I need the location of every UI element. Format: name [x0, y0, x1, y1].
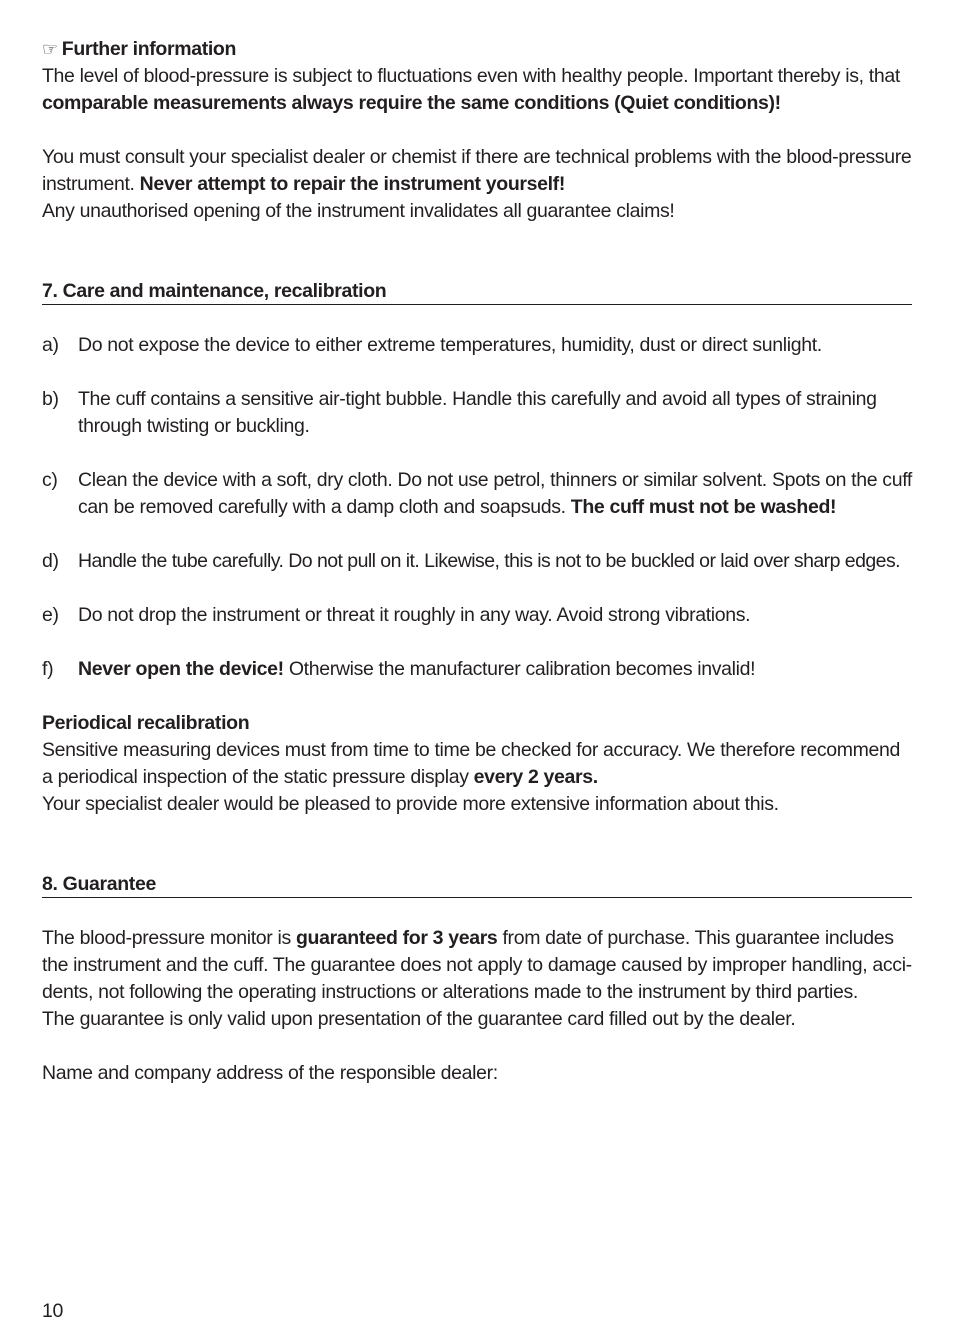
page-number: 10: [42, 1300, 63, 1322]
list-text: Do not expose the device to either extreme temperatures, humidity, dust or direct sunlight.: [78, 334, 822, 356]
bold-run: comparable measurements always require the same conditions (Quiet conditions)!: [42, 92, 781, 114]
guarantee-paragraph: [42, 925, 912, 1033]
list-text: Do not drop the instrument or threat it roughly in any way. Avoid strong vibrations.: [78, 604, 751, 626]
text-run: You must consult your specialist dealer or chemist if there are technical problems with the blood-pressure instrument.: [42, 146, 912, 195]
section-8-heading: 8. Guarantee: [42, 871, 912, 898]
text-run: from date of purchase. This guarantee includes the instrument and the cuff. The guarantee does not apply to damage caused by improper handling, acci-dents, not following the operating instructions or alterations made to the instrument by third parties.: [42, 927, 912, 1003]
bold-run: guaranteed for 3 years: [295, 927, 498, 949]
list-label: a): [42, 334, 59, 356]
bold-run: Never open the device!: [78, 658, 284, 680]
list-label: e): [42, 604, 59, 626]
text-run: The guarantee is only valid upon presentation of the guarantee card filled out by the dealer.: [42, 1008, 796, 1030]
further-info-title: Further information: [61, 38, 237, 60]
list-text: The cuff contains a sensitive air-tight bubble. Handle this carefully and avoid all types of straining through twisting or buckling.: [78, 388, 877, 437]
further-info-paragraph-2: [42, 144, 912, 225]
dealer-address-label: Name and company address of the responsible dealer:: [42, 1062, 498, 1084]
care-item-d: [42, 548, 912, 575]
recalibration-heading: Periodical recalibration: [42, 712, 250, 734]
text-run: Your specialist dealer would be pleased to provide more extensive information about this.: [42, 793, 779, 815]
text-run: Sensitive measuring devices must from time to time be checked for accuracy. We therefore recommend a periodical inspection of the static pressure display: [42, 739, 901, 788]
pointing-hand-icon: ☞: [42, 39, 58, 59]
further-info-heading: [42, 36, 912, 63]
care-item-b: [42, 386, 912, 440]
care-item-e: [42, 602, 912, 629]
bold-run: The cuff must not be washed!: [570, 496, 837, 518]
list-text: [78, 467, 912, 521]
further-info-paragraph-1: [42, 63, 912, 117]
document-page: [42, 36, 912, 1087]
care-item-f: [42, 656, 912, 683]
list-label: b): [42, 388, 59, 410]
list-label: c): [42, 469, 58, 491]
text-run: Otherwise the manufacturer calibration becomes invalid!: [283, 658, 756, 680]
text-run: The level of blood-pressure is subject to fluctuations even with healthy people. Important thereby is, that: [42, 65, 900, 87]
recalibration-paragraph: [42, 737, 912, 818]
list-label: f): [42, 658, 54, 680]
bold-run: every 2 years.: [473, 766, 598, 788]
text-run: Any unauthorised opening of the instrument invalidates all guarantee claims!: [42, 200, 675, 222]
list-label: d): [42, 550, 59, 572]
text-run: Clean the device with a soft, dry cloth. Do not use petrol, thinners or similar solvent. Spots on the cuff can be removed carefully with a damp cloth and soapsuds.: [78, 469, 912, 518]
care-item-a: [42, 332, 912, 359]
text-run: The blood-pressure monitor is: [42, 927, 296, 949]
list-text: [78, 656, 912, 683]
bold-run: Never attempt to repair the instrument yourself!: [139, 173, 565, 195]
care-item-c: [42, 467, 912, 521]
section-7-heading: 7. Care and maintenance, recalibration: [42, 278, 912, 305]
list-text: Handle the tube carefully. Do not pull on it. Likewise, this is not to be buckled or laid over sharp edges.: [78, 550, 901, 572]
